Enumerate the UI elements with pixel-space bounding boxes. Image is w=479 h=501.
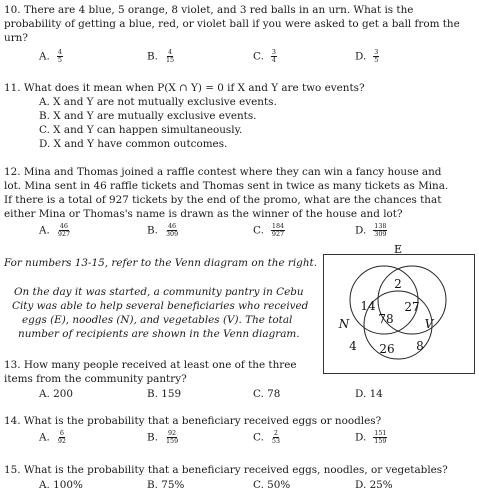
fraction: $\frac{3}{4}$ <box>271 48 276 64</box>
q10-option-d[interactable]: D. $\frac{3}{5}$ <box>355 48 379 64</box>
fraction: $\frac{138}{309}$ <box>374 222 387 238</box>
q14-option-a[interactable]: A. $\frac{6}{92}$ <box>39 429 66 445</box>
q13-line-1: 13. How many people received at least one of the three <box>4 359 297 371</box>
q14-stem: 14. What is the probability that a beneficiary received eggs or noodles? <box>4 415 382 427</box>
venn-intro-line-3: eggs (E), noodles (N), and vegetables (V). The total <box>22 314 293 326</box>
venn-value-center: 78 <box>378 312 394 326</box>
venn-intro-heading: For numbers 13-15, refer to the Venn diagram on the right. <box>4 257 318 269</box>
venn-intro-line-2: City was able to help several beneficiaries who received <box>12 300 309 312</box>
q12-option-a[interactable]: A. $\frac{46}{927}$ <box>39 222 71 238</box>
fraction: $\frac{92}{159}$ <box>165 429 179 445</box>
q15-stem: 15. What is the probability that a beneficiary received eggs, noodles, or vegetables? <box>4 464 448 476</box>
fraction: $\frac{6}{92}$ <box>57 429 66 445</box>
q15-option-d[interactable]: D. 25% <box>355 479 393 491</box>
q11-option-d[interactable]: D. X and Y have common outcomes. <box>39 138 228 150</box>
q10-line-1: 10. There are 4 blue, 5 orange, 8 violet, and 3 red balls in an urn. What is the <box>4 4 414 16</box>
venn-label-e: E <box>393 243 403 256</box>
fraction: $\frac{184}{927}$ <box>271 222 285 238</box>
q13-option-d[interactable]: D. 14 <box>355 388 383 400</box>
q10-line-2: probability of getting a blue, red, or violet ball if you were asked to get a ball from the <box>4 18 460 30</box>
q11-option-c[interactable]: C. X and Y can happen simultaneously. <box>39 124 243 136</box>
q12-line-4: either Mina or Thomas's name is drawn as the winner of the house and lot? <box>4 208 403 220</box>
q11-option-a[interactable]: A. X and Y are not mutually exclusive events. <box>39 96 277 108</box>
fraction: $\frac{3}{5}$ <box>374 48 379 64</box>
q11-option-b[interactable]: B. X and Y are mutually exclusive events. <box>39 110 257 122</box>
fraction: $\frac{4}{5}$ <box>57 48 62 64</box>
q13-line-2: items from the community pantry? <box>4 373 187 385</box>
fraction: $\frac{151}{159}$ <box>374 429 387 445</box>
venn-value-e-n: 14 <box>360 299 376 313</box>
q13-option-c[interactable]: C. 78 <box>253 388 281 400</box>
venn-intro-line-1: On the day it was started, a community pantry in Cebu <box>14 286 304 298</box>
q14-option-c[interactable]: C. $\frac{2}{53}$ <box>253 429 281 445</box>
fraction: $\frac{46}{309}$ <box>165 222 179 238</box>
q12-option-c[interactable]: C. $\frac{184}{927}$ <box>253 222 285 238</box>
venn-value-n-only: 4 <box>349 339 357 353</box>
venn-value-e-only: 2 <box>394 277 402 291</box>
q15-option-b[interactable]: B. 75% <box>147 479 185 491</box>
venn-label-n: N <box>338 317 350 331</box>
venn-value-v-only: 8 <box>416 339 424 353</box>
venn-label-v: V <box>424 317 434 331</box>
q13-option-a[interactable]: A. 200 <box>39 388 73 400</box>
venn-svg <box>324 243 474 373</box>
q12-line-1: 12. Mina and Thomas joined a raffle contest where they can win a fancy house and <box>4 166 442 178</box>
q10-line-3: urn? <box>4 32 28 44</box>
q12-line-3: If there is a total of 927 tickets by the end of the promo, what are the chances that <box>4 194 442 206</box>
fraction: $\frac{4}{15}$ <box>165 48 175 64</box>
q11-stem: 11. What does it mean when P(X ∩ Y) = 0 if X and Y are two events? <box>4 82 365 94</box>
q15-option-c[interactable]: C. 50% <box>253 479 291 491</box>
venn-value-e-v: 27 <box>404 300 420 314</box>
fraction: $\frac{46}{927}$ <box>57 222 71 238</box>
q12-option-d[interactable]: D. $\frac{138}{309}$ <box>355 222 387 238</box>
q14-option-b[interactable]: B. $\frac{92}{159}$ <box>147 429 179 445</box>
q10-option-a[interactable]: A. $\frac{4}{5}$ <box>39 48 62 64</box>
fraction: $\frac{2}{53}$ <box>271 429 281 445</box>
venn-value-n-v: 26 <box>379 342 395 356</box>
q14-option-d[interactable]: D. $\frac{151}{159}$ <box>355 429 387 445</box>
q13-option-b[interactable]: B. 159 <box>147 388 182 400</box>
q10-option-c[interactable]: C. $\frac{3}{4}$ <box>253 48 276 64</box>
venn-intro-line-4: number of recipients are shown in the Venn diagram. <box>18 328 300 340</box>
q15-option-a[interactable]: A. 100% <box>39 479 83 491</box>
q10-option-b[interactable]: B. $\frac{4}{15}$ <box>147 48 175 64</box>
q12-option-b[interactable]: B. $\frac{46}{309}$ <box>147 222 179 238</box>
venn-diagram <box>323 243 475 374</box>
q12-line-2: lot. Mina sent in 46 raffle tickets and Thomas sent in twice as many tickets as Mina. <box>4 180 449 192</box>
